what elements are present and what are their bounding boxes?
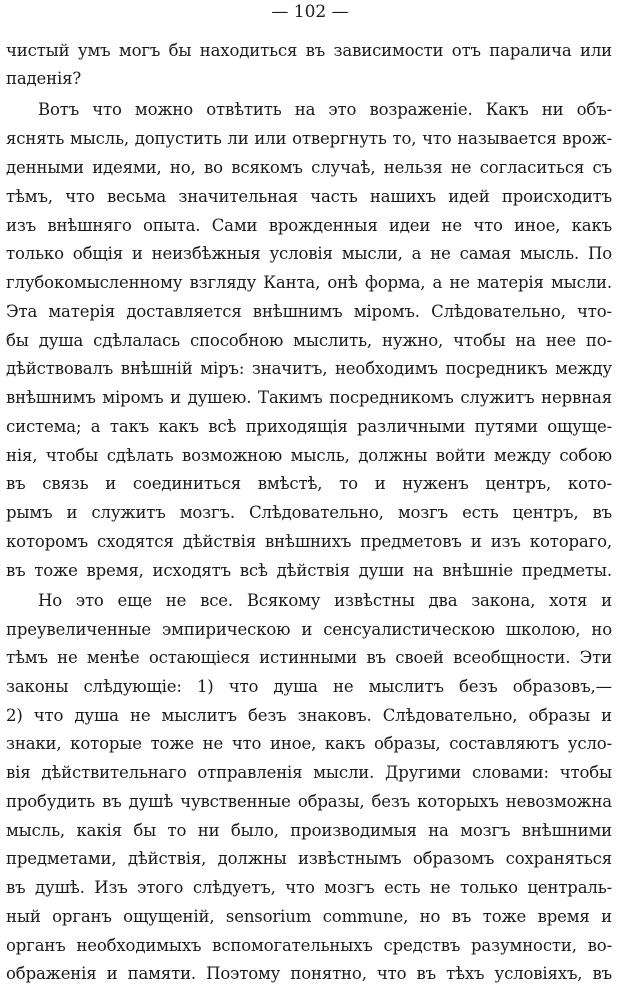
text-line: ный органъ ощущеній, sensorium commune, но въ тоже время и bbox=[6, 907, 612, 926]
text-line: тѣмъ, что весьма значительная часть нашихъ идей происходитъ bbox=[6, 187, 612, 206]
page-number: — 102 — bbox=[271, 2, 349, 22]
text-line: мысль, какія бы то ни было, производимыя на мозгъ внѣшними bbox=[6, 821, 612, 840]
text-line: Эта матерія доставляется внѣшнимъ міромъ. Слѣдовательно, что- bbox=[6, 302, 612, 321]
text-line: ображенія и памяти. Поэтому понятно, что въ тѣхъ условіяхъ, въ bbox=[6, 964, 612, 983]
text-line: изъ внѣшняго опыта. Сами врожденныя идеи не что иное, какъ bbox=[6, 216, 612, 235]
text-line: только общія и неизбѣжныя условія мысли, а не самая мысль. По bbox=[6, 244, 612, 263]
text-line: система; а такъ какъ всѣ приходящія различными путями ощуще- bbox=[6, 417, 612, 436]
text-line: глубокомысленному взгляду Канта, онѣ форма, а не матерія мысли. bbox=[6, 273, 612, 292]
text-line: Вотъ что можно отвѣтить на это возраженіе. Какъ ни объ- bbox=[38, 100, 612, 119]
text-line: бы душа сдѣлалась способною мыслить, нужно, чтобы на нее по- bbox=[6, 331, 612, 350]
text-line: чистый умъ могъ бы находиться въ зависимости отъ паралича или bbox=[6, 41, 612, 60]
text-line: нія, чтобы сдѣлать возможною мысль, должны войти между собою bbox=[6, 446, 612, 465]
text-line: Но это еще не все. Всякому извѣстны два закона, хотя и bbox=[38, 591, 612, 610]
text-line: преувеличенные эмпирическою и сенсуалистическою школою, но bbox=[6, 620, 612, 639]
text-line: дѣйствовалъ внѣшній міръ: значитъ, необходимъ посредникъ между bbox=[6, 359, 612, 378]
text-line: яснять мысль, допустить ли или отвергнуть то, что называется врож- bbox=[6, 129, 612, 148]
text-line: внѣшнимъ міромъ и душею. Такимъ посредникомъ служитъ нервная bbox=[6, 388, 612, 407]
text-line: вія дѣйствительнаго отправленія мысли. Другими словами: чтобы bbox=[6, 763, 612, 782]
text-line: тѣмъ не менѣе остающіеся истинными въ своей всеобщности. Эти bbox=[6, 648, 612, 667]
text-line: рымъ и служитъ мозгъ. Слѣдовательно, мозгъ есть центръ, въ bbox=[6, 503, 612, 522]
text-line: паденія? bbox=[6, 69, 82, 88]
text-line: органъ необходимыхъ вспомогательныхъ средствъ разумности, во- bbox=[6, 936, 612, 955]
text-line: въ связь и соединиться вмѣстѣ, то и нуженъ центръ, кото- bbox=[6, 474, 612, 493]
text-line: 2) что душа не мыслитъ безъ знаковъ. Слѣдовательно, образы и bbox=[6, 706, 612, 725]
text-line: предметами, дѣйствія, должны извѣстнымъ образомъ сохраняться bbox=[6, 849, 612, 868]
text-line: знаки, которые тоже не что иное, какъ образы, составляютъ усло- bbox=[6, 734, 612, 753]
text-line: законы слѣдующіе: 1) что душа не мыслитъ безъ образовъ,— bbox=[6, 677, 612, 696]
text-line: въ душѣ. Изъ этого слѣдуетъ, что мозгъ есть не только централь- bbox=[6, 878, 612, 897]
text-line: денными идеями, но, во всякомъ случаѣ, нельзя не согласиться съ bbox=[6, 158, 612, 177]
text-line: пробудить въ душѣ чувственные образы, безъ которыхъ невозможна bbox=[6, 792, 612, 811]
text-line: которомъ сходятся дѣйствія внѣшнихъ предметовъ и изъ котораго, bbox=[6, 532, 612, 551]
text-line: въ тоже время, исходятъ всѣ дѣйствія души на внѣшніе предметы. bbox=[6, 561, 612, 580]
